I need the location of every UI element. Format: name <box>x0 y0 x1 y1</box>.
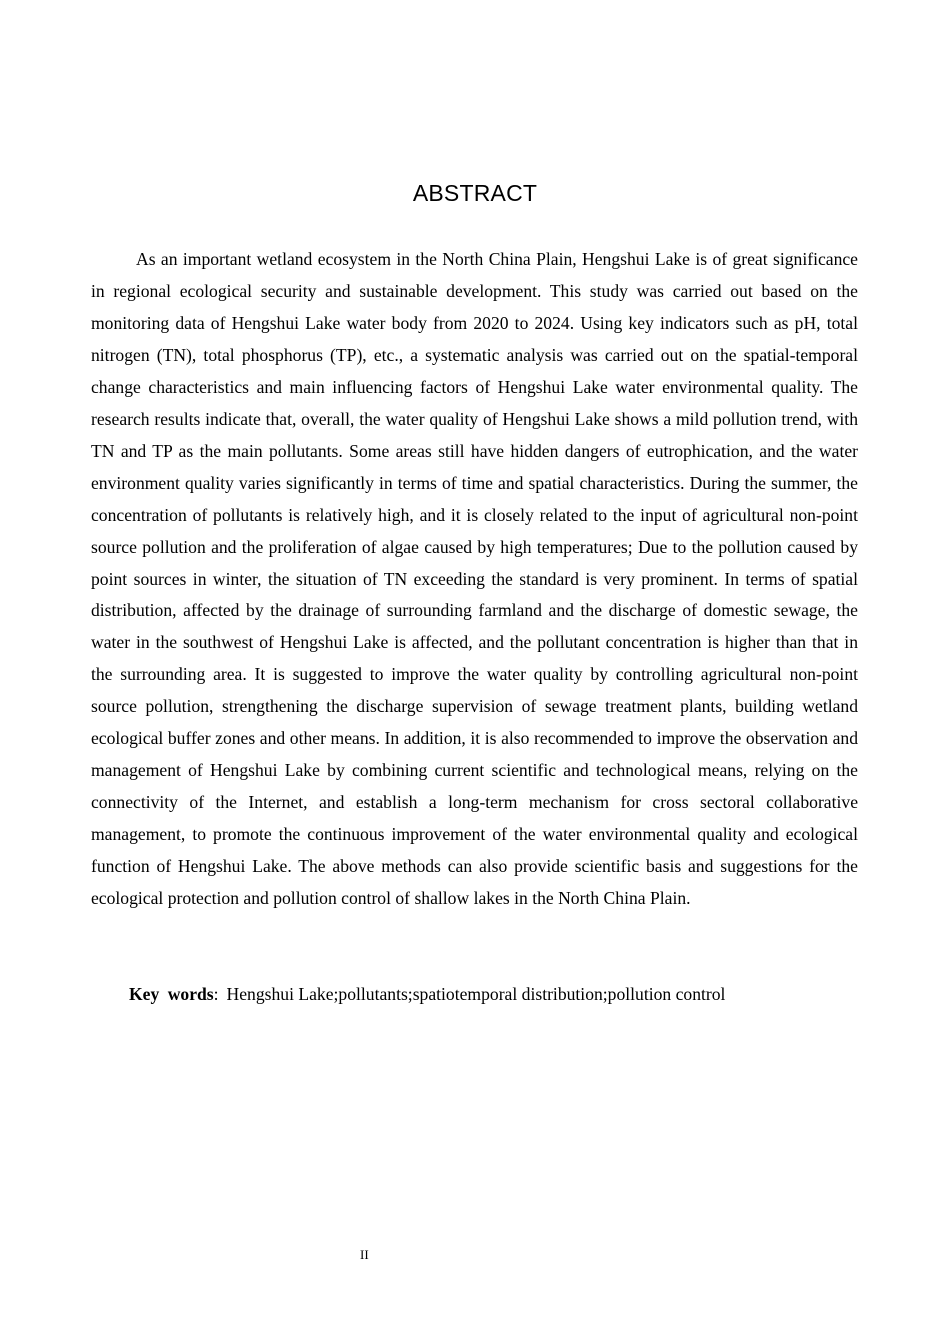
page-number: II <box>360 1247 369 1262</box>
keywords-separator: : <box>213 984 219 1004</box>
keywords-value: Hengshui Lake;pollutants;spatiotemporal distribution;pollution control <box>226 984 726 1004</box>
keywords-line <box>129 978 725 1010</box>
abstract-body: As an important wetland ecosystem in the North China Plain, Hengshui Lake is of great significance in regional ecological security and sustainable development. This study was carried out based on the monitoring data of Hengshui Lake water body from 2020 to 2024. Using key indicators such as pH, total nitrogen (TN), total phosphorus (TP), etc., a systematic analysis was carried out on the spatial-temporal change characteristics and main influencing factors of Hengshui Lake water environmental quality. The research results indicate that, overall, the water quality of Hengshui Lake shows a mild pollution trend, with TN and TP as the main pollutants. Some areas still have hidden dangers of eutrophication, and the water environment quality varies significantly in terms of time and spatial characteristics. During the summer, the concentration of pollutants is relatively high, and it is closely related to the input of agricultural non-point source pollution and the proliferation of algae caused by high temperatures; Due to the pollution caused by point sources in winter, the situation of TN exceeding the standard is very prominent. In terms of spatial distribution, affected by the drainage of surrounding farmland and the discharge of domestic sewage, the water in the southwest of Hengshui Lake is affected, and the pollutant concentration is higher than that in the surrounding area. It is suggested to improve the water quality by controlling agricultural non-point source pollution, strengthening the discharge supervision of sewage treatment plants, building wetland ecological buffer zones and other means. In addition, it is also recommended to improve the observation and management of Hengshui Lake by combining current scientific and technological means, relying on the connectivity of the Internet, and establish a long-term mechanism for cross sectoral collaborative management, to promote the continuous improvement of the water environmental quality and ecological function of Hengshui Lake. The above methods can also provide scientific basis and suggestions for the ecological protection and pollution control of shallow lakes in the North China Plain. <box>91 249 858 909</box>
keywords-label: Key words <box>129 984 214 1004</box>
abstract-title: ABSTRACT <box>412 180 538 206</box>
